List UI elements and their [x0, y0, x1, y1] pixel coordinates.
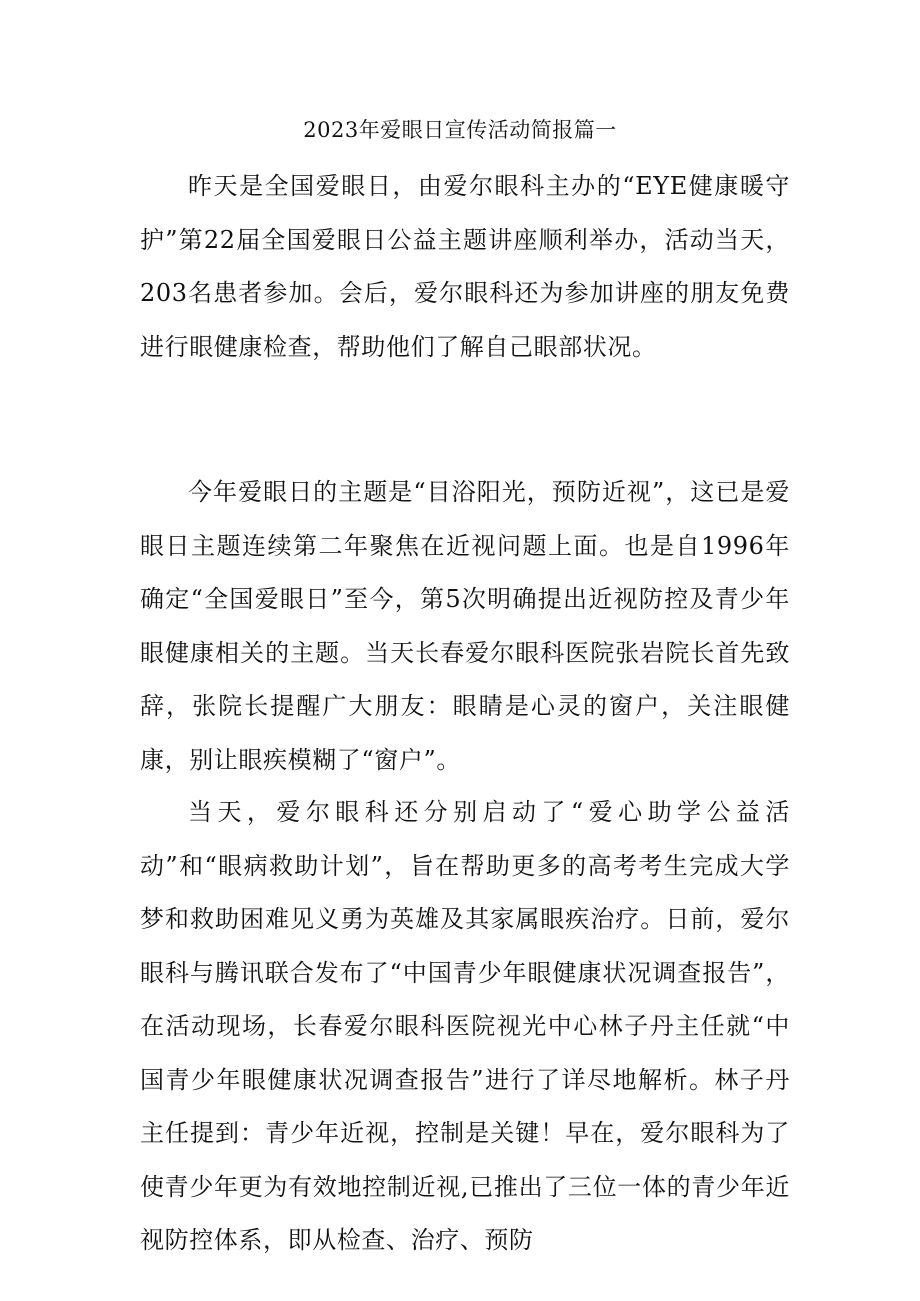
- paragraph-1: 昨天是全国爱眼日，由爱尔眼科主办的“EYE健康暖守护”第22届全国爱眼日公益主题讲座顺利举办，活动当天，203名患者参加。会后，爱尔眼科还为参加讲座的朋友免费进行眼健康检查，帮助他们了解自己眼部状况。: [140, 172, 790, 361]
- document-title: 2023年爱眼日宣传活动简报篇一: [303, 118, 617, 142]
- paragraph-2: 今年爱眼日的主题是“目浴阳光，预防近视”，这已是爱眼日主题连续第二年聚焦在近视问题上面。也是自1996年确定“全国爱眼日”至今，第5次明确提出近视防控及青少年眼健康相关的主题。当天长春爱尔眼科医院张岩院长首先致辞，张院长提醒广大朋友：眼睛是心灵的窗户，关注眼健康，别让眼疾模糊了“窗户”。: [140, 478, 790, 774]
- paragraph-3: 当天，爱尔眼科还分别启动了“爱心助学公益活动”和“眼病救助计划”，旨在帮助更多的高考考生完成大学梦和救助困难见义勇为英雄及其家属眼疾治疗。日前，爱尔眼科与腾讯联合发布了“中国青少年眼健康状况调查报告”，在活动现场，长春爱尔眼科医院视光中心林子丹主任就“中国青少年眼健康状况调查报告”进行了详尽地解析。林子丹主任提到：青少年近视，控制是关键！早在，爱尔眼科为了使青少年更为有效地控制近视,已推出了三位一体的青少年近视防控体系，即从检查、治疗、预防: [140, 798, 790, 1254]
